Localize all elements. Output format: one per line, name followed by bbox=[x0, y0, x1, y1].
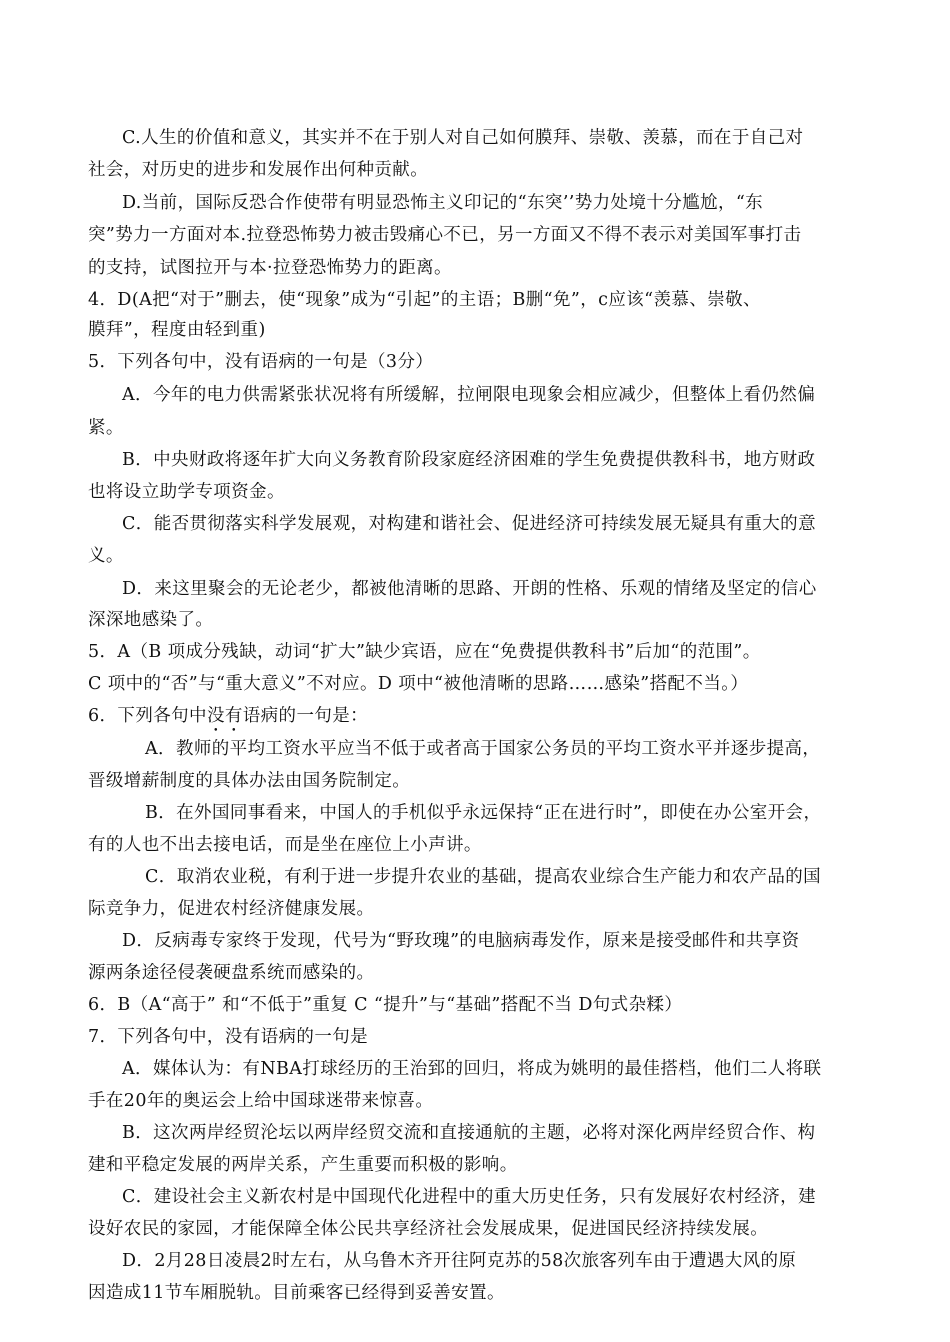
text-line: 也将设立助学专项资金。 bbox=[88, 482, 285, 502]
text-line: 5．下列各句中，没有语病的一句是（3分） bbox=[88, 352, 434, 372]
text-line: 社会，对历史的进步和发展作出何种贡献。 bbox=[88, 160, 429, 180]
text-line: 的支持，试图拉开与本·拉登恐怖势力的距离。 bbox=[88, 258, 452, 278]
text-line: 深深地感染了。 bbox=[88, 610, 214, 630]
q6-heading-emphasis: 没有 bbox=[206, 706, 243, 726]
q6-heading-post: 语病的一句是： bbox=[242, 706, 369, 726]
text-line: C.人生的价值和意义，其实并不在于别人对自己如何膜拜、崇敬、羡慕，而在于自己对 bbox=[122, 128, 804, 148]
text-line: 7．下列各句中，没有语病的一句是 bbox=[88, 1027, 369, 1047]
text-line: D.当前，国际反恐合作使带有明显恐怖主义印记的“东突’’势力处境十分尴尬，“东 bbox=[122, 193, 764, 213]
text-line: 设好农民的家园，才能保障全体公民共享经济社会发展成果，促进国民经济持续发展。 bbox=[88, 1219, 769, 1239]
text-line: D．来这里聚会的无论老少，都被他清晰的思路、开朗的性格、乐观的情绪及坚定的信心 bbox=[122, 579, 817, 599]
text-line: D．反病毒专家终于发现，代号为“野玫瑰”的电脑病毒发作，原来是接受邮件和共享资 bbox=[122, 931, 800, 951]
text-line: 6．B（A“高于” 和“不低于”重复 C “提升”与“基础”搭配不当 D句式杂糅） bbox=[88, 995, 683, 1015]
q6-heading-pre: 6．下列各句中 bbox=[88, 706, 207, 726]
question-6-heading bbox=[88, 706, 878, 736]
text-line: 突”势力一方面对本.拉登恐怖势力被击毁痛心不已，另一方面又不得不表示对美国军事打击 bbox=[88, 225, 802, 245]
text-line: 因造成11节车厢脱轨。目前乘客已经得到妥善安置。 bbox=[88, 1283, 505, 1303]
text-line: D．2月28日凌晨2时左右，从乌鲁木齐开往阿克苏的58次旅客列车由于遭遇大风的原 bbox=[122, 1251, 797, 1271]
text-line: B．中央财政将逐年扩大向义务教育阶段家庭经济困难的学生免费提供教科书，地方财政 bbox=[122, 450, 816, 470]
text-line: B．在外国同事看来，中国人的手机似乎永远保持“正在进行时”，即使在办公室开会， bbox=[145, 803, 822, 823]
text-line: A．媒体认为：有NBA打球经历的王治郅的回归，将成为姚明的最佳搭档，他们二人将联 bbox=[122, 1059, 822, 1079]
text-line: 建和平稳定发展的两岸关系，产生重要而积极的影响。 bbox=[88, 1155, 518, 1175]
text-line: 有的人也不出去接电话，而是坐在座位上小声讲。 bbox=[88, 835, 482, 855]
text-line: B．这次两岸经贸沦坛以两岸经贸交流和直接通航的主题，必将对深化两岸经贸合作、构 bbox=[122, 1123, 816, 1143]
text-line: 手在20年的奥运会上给中国球迷带来惊喜。 bbox=[88, 1091, 434, 1111]
text-line: A．今年的电力供需紧张状况将有所缓解，拉闸限电现象会相应减少，但整体上看仍然偏 bbox=[122, 385, 816, 405]
text-line: 源两条途径侵袭硬盘系统而感染的。 bbox=[88, 963, 375, 983]
text-line: 膜拜”，程度由轻到重) bbox=[88, 320, 266, 340]
text-line: 紧。 bbox=[88, 418, 124, 438]
text-line: 5．A（B 项成分残缺，动词“扩大”缺少宾语，应在“免费提供教科书”后加“的范围”。 bbox=[88, 642, 761, 662]
text-line: C．建设社会主义新农村是中国现代化进程中的重大历史任务，只有发展好农村经济，建 bbox=[122, 1187, 816, 1207]
text-line: C 项中的“否”与“重大意义”不对应。D 项中“被他清晰的思路……感染”搭配不当。） bbox=[88, 674, 749, 694]
text-line: C．能否贯彻落实科学发展观，对构建和谐社会、促进经济可持续发展无疑具有重大的意 bbox=[122, 514, 816, 534]
text-line: 际竞争力，促进农村经济健康发展。 bbox=[88, 899, 375, 919]
text-line: A．教师的平均工资水平应当不低于或者高于国家公务员的平均工资水平并逐步提高， bbox=[145, 739, 821, 759]
text-line: 义。 bbox=[88, 546, 124, 566]
text-line: 晋级增薪制度的具体办法由国务院制定。 bbox=[88, 771, 411, 791]
text-line: C．取消农业税，有利于进一步提升农业的基础，提高农业综合生产能力和农产品的国 bbox=[145, 867, 822, 887]
text-line: 4．D(A把“对于”删去，使“现象”成为“引起”的主语；B删“免”，c应该“羡慕、崇敬、 bbox=[88, 290, 761, 310]
